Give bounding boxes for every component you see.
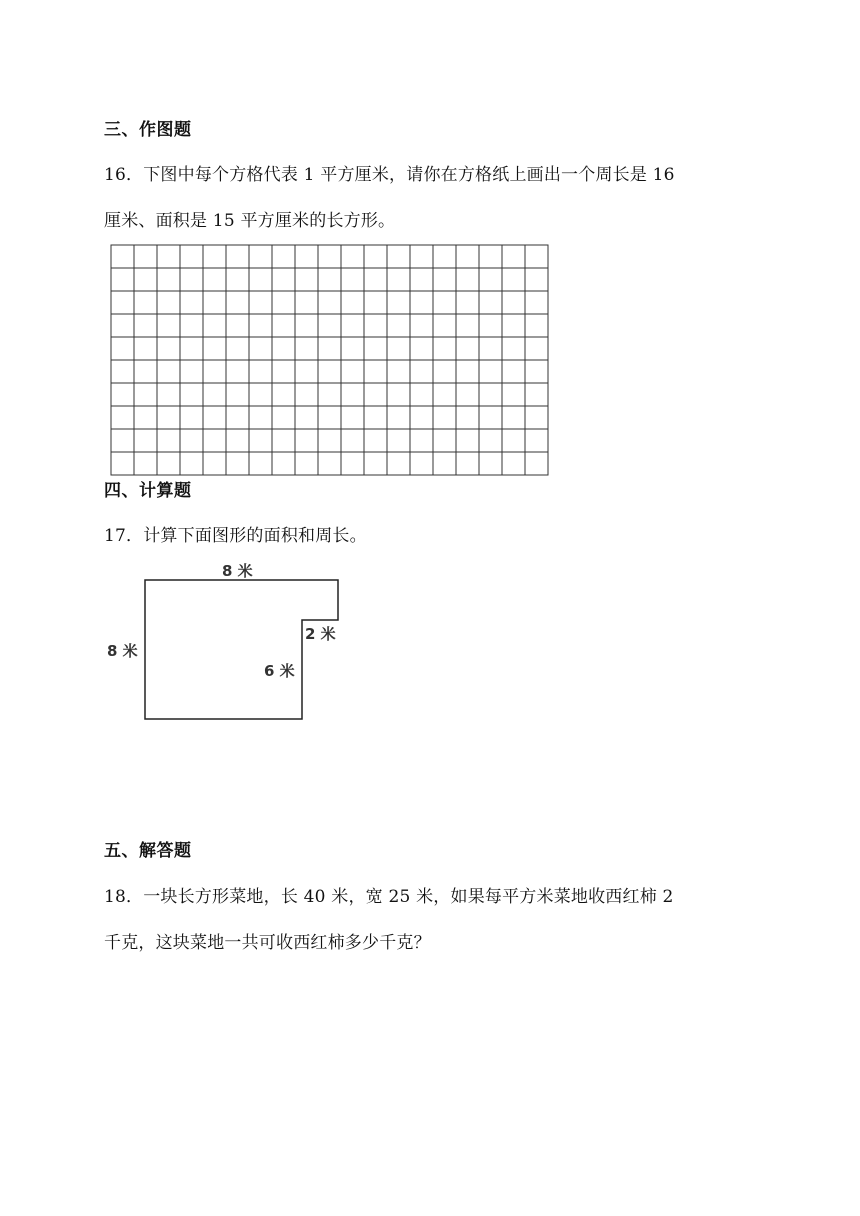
grid-cell[interactable] bbox=[341, 291, 364, 314]
grid-cell[interactable] bbox=[134, 429, 157, 452]
grid-cell[interactable] bbox=[479, 337, 502, 360]
grid-cell[interactable] bbox=[525, 337, 548, 360]
grid-cell[interactable] bbox=[272, 452, 295, 475]
grid-cell[interactable] bbox=[226, 245, 249, 268]
grid-cell[interactable] bbox=[203, 245, 226, 268]
grid-cell[interactable] bbox=[502, 314, 525, 337]
grid-cell[interactable] bbox=[364, 429, 387, 452]
grid-cell[interactable] bbox=[134, 314, 157, 337]
grid-cell[interactable] bbox=[111, 268, 134, 291]
grid-cell[interactable] bbox=[410, 245, 433, 268]
grid-cell[interactable] bbox=[295, 291, 318, 314]
grid-cell[interactable] bbox=[272, 406, 295, 429]
question-16-line-1: 16．下图中每个方格代表 1 平方厘米，请你在方格纸上画出一个周长是 16 bbox=[104, 165, 675, 185]
grid-cell[interactable] bbox=[180, 245, 203, 268]
grid-cell[interactable] bbox=[295, 406, 318, 429]
grid-cell[interactable] bbox=[157, 383, 180, 406]
grid-cell[interactable] bbox=[111, 360, 134, 383]
grid-cell[interactable] bbox=[180, 291, 203, 314]
grid-cell[interactable] bbox=[134, 245, 157, 268]
grid-cell[interactable] bbox=[249, 337, 272, 360]
grid-cell[interactable] bbox=[272, 383, 295, 406]
grid-cell[interactable] bbox=[272, 429, 295, 452]
grid-cell[interactable] bbox=[249, 360, 272, 383]
grid-cell[interactable] bbox=[157, 360, 180, 383]
grid-cell[interactable] bbox=[364, 337, 387, 360]
l-shape-svg bbox=[100, 558, 360, 728]
grid-cell[interactable] bbox=[180, 268, 203, 291]
grid-cell[interactable] bbox=[318, 452, 341, 475]
grid-cell[interactable] bbox=[525, 314, 548, 337]
grid-cell[interactable] bbox=[456, 314, 479, 337]
grid-cell[interactable] bbox=[479, 452, 502, 475]
grid-cell[interactable] bbox=[364, 452, 387, 475]
grid-cell[interactable] bbox=[226, 337, 249, 360]
grid-cell[interactable] bbox=[226, 291, 249, 314]
grid-cell[interactable] bbox=[203, 337, 226, 360]
grid-cell[interactable] bbox=[318, 291, 341, 314]
grid-cell[interactable] bbox=[341, 245, 364, 268]
grid-cell[interactable] bbox=[134, 360, 157, 383]
grid-cell[interactable] bbox=[134, 268, 157, 291]
grid-cell[interactable] bbox=[295, 314, 318, 337]
section-heading-drawing: 三、作图题 bbox=[104, 120, 192, 140]
grid-cell[interactable] bbox=[134, 383, 157, 406]
grid-cell[interactable] bbox=[410, 383, 433, 406]
grid-cell[interactable] bbox=[456, 268, 479, 291]
grid-cell[interactable] bbox=[341, 429, 364, 452]
grid-cell[interactable] bbox=[318, 360, 341, 383]
section-heading-answer: 五、解答题 bbox=[104, 841, 192, 861]
label-top-length: 8 米 bbox=[222, 562, 253, 580]
grid-cell[interactable] bbox=[318, 268, 341, 291]
grid-cell[interactable] bbox=[111, 406, 134, 429]
grid-cell[interactable] bbox=[111, 383, 134, 406]
grid-cell[interactable] bbox=[341, 383, 364, 406]
grid-cell[interactable] bbox=[249, 314, 272, 337]
grid-cell[interactable] bbox=[295, 245, 318, 268]
grid-cell[interactable] bbox=[111, 291, 134, 314]
grid-cell[interactable] bbox=[525, 245, 548, 268]
grid-cell[interactable] bbox=[341, 452, 364, 475]
grid-cell[interactable] bbox=[249, 383, 272, 406]
grid-cell[interactable] bbox=[295, 268, 318, 291]
grid-cell[interactable] bbox=[502, 429, 525, 452]
grid-cell[interactable] bbox=[525, 291, 548, 314]
grid-cell[interactable] bbox=[134, 291, 157, 314]
grid-cell[interactable] bbox=[203, 291, 226, 314]
grid-cell[interactable] bbox=[364, 314, 387, 337]
grid-cell[interactable] bbox=[203, 360, 226, 383]
grid-cell[interactable] bbox=[502, 383, 525, 406]
l-shape-outline bbox=[145, 580, 338, 719]
grid-cell[interactable] bbox=[318, 406, 341, 429]
grid-cell[interactable] bbox=[272, 360, 295, 383]
grid-cell[interactable] bbox=[479, 291, 502, 314]
grid-cell[interactable] bbox=[433, 245, 456, 268]
grid-cell[interactable] bbox=[433, 337, 456, 360]
grid-cell[interactable] bbox=[272, 245, 295, 268]
grid-cell[interactable] bbox=[249, 291, 272, 314]
grid-cell[interactable] bbox=[111, 429, 134, 452]
grid-cell[interactable] bbox=[249, 268, 272, 291]
grid-cell[interactable] bbox=[387, 291, 410, 314]
grid-cell[interactable] bbox=[456, 291, 479, 314]
label-notch-length: 2 米 bbox=[305, 625, 336, 643]
grid-cell[interactable] bbox=[180, 429, 203, 452]
grid-cell[interactable] bbox=[502, 452, 525, 475]
grid-cell[interactable] bbox=[525, 406, 548, 429]
grid-cell[interactable] bbox=[410, 337, 433, 360]
question-18-line-1: 18．一块长方形菜地，长 40 米，宽 25 米，如果每平方米菜地收西红柿 2 bbox=[104, 887, 674, 907]
grid-cell[interactable] bbox=[249, 245, 272, 268]
grid-cell[interactable] bbox=[180, 314, 203, 337]
grid-cell[interactable] bbox=[433, 406, 456, 429]
grid-cell[interactable] bbox=[318, 429, 341, 452]
grid-cell[interactable] bbox=[387, 337, 410, 360]
grid-cell[interactable] bbox=[272, 268, 295, 291]
grid-cell[interactable] bbox=[272, 314, 295, 337]
grid-cell[interactable] bbox=[295, 360, 318, 383]
grid-cell[interactable] bbox=[295, 429, 318, 452]
grid-cell[interactable] bbox=[387, 429, 410, 452]
grid-cell[interactable] bbox=[226, 268, 249, 291]
grid-cell[interactable] bbox=[387, 383, 410, 406]
grid-cell[interactable] bbox=[341, 314, 364, 337]
grid-cell[interactable] bbox=[249, 406, 272, 429]
grid-cell[interactable] bbox=[134, 406, 157, 429]
grid-cell[interactable] bbox=[525, 429, 548, 452]
grid-cell[interactable] bbox=[203, 429, 226, 452]
grid-cell[interactable] bbox=[456, 429, 479, 452]
grid-cell[interactable] bbox=[226, 360, 249, 383]
grid-cell[interactable] bbox=[387, 360, 410, 383]
grid-cell[interactable] bbox=[410, 360, 433, 383]
grid-cell[interactable] bbox=[433, 314, 456, 337]
grid-cell[interactable] bbox=[249, 429, 272, 452]
grid-cell[interactable] bbox=[502, 360, 525, 383]
grid-cell[interactable] bbox=[318, 314, 341, 337]
grid-cell[interactable] bbox=[502, 406, 525, 429]
label-inner-length: 6 米 bbox=[264, 662, 295, 680]
grid-cell[interactable] bbox=[433, 360, 456, 383]
grid-cell[interactable] bbox=[203, 314, 226, 337]
grid-cell[interactable] bbox=[364, 360, 387, 383]
grid-cell[interactable] bbox=[456, 406, 479, 429]
grid-cell[interactable] bbox=[203, 268, 226, 291]
grid-cell[interactable] bbox=[433, 452, 456, 475]
grid-cell[interactable] bbox=[387, 245, 410, 268]
grid-cell[interactable] bbox=[226, 429, 249, 452]
grid-cell[interactable] bbox=[410, 314, 433, 337]
grid-cell[interactable] bbox=[249, 452, 272, 475]
grid-cell[interactable] bbox=[364, 291, 387, 314]
grid-cell[interactable] bbox=[134, 452, 157, 475]
grid-cell[interactable] bbox=[364, 268, 387, 291]
label-left-length: 8 米 bbox=[107, 642, 138, 660]
question-16-line-2: 厘米、面积是 15 平方厘米的长方形。 bbox=[104, 211, 396, 231]
grid-cell[interactable] bbox=[341, 268, 364, 291]
grid-cell[interactable] bbox=[525, 383, 548, 406]
grid-cell[interactable] bbox=[226, 406, 249, 429]
grid-cell[interactable] bbox=[272, 291, 295, 314]
grid-cell[interactable] bbox=[203, 383, 226, 406]
grid-cell[interactable] bbox=[479, 268, 502, 291]
grid-cell[interactable] bbox=[525, 268, 548, 291]
grid-cell[interactable] bbox=[502, 268, 525, 291]
grid-cell[interactable] bbox=[157, 268, 180, 291]
grid-cell[interactable] bbox=[157, 314, 180, 337]
grid-cell[interactable] bbox=[479, 406, 502, 429]
grid-cell[interactable] bbox=[387, 268, 410, 291]
grid-cell[interactable] bbox=[157, 429, 180, 452]
grid-cell[interactable] bbox=[203, 406, 226, 429]
grid-cell[interactable] bbox=[341, 406, 364, 429]
square-grid-paper[interactable] bbox=[110, 244, 549, 480]
grid-cell[interactable] bbox=[456, 452, 479, 475]
grid-cell[interactable] bbox=[502, 291, 525, 314]
grid-cell[interactable] bbox=[157, 452, 180, 475]
grid-cell[interactable] bbox=[410, 291, 433, 314]
question-18-line-2: 千克，这块菜地一共可收西红柿多少千克？ bbox=[104, 933, 431, 953]
grid-cell[interactable] bbox=[318, 245, 341, 268]
grid-cell[interactable] bbox=[111, 452, 134, 475]
grid-cell[interactable] bbox=[226, 452, 249, 475]
grid-cell[interactable] bbox=[157, 337, 180, 360]
grid-cell[interactable] bbox=[180, 337, 203, 360]
grid-cell[interactable] bbox=[111, 337, 134, 360]
grid-cell[interactable] bbox=[226, 314, 249, 337]
grid-cell[interactable] bbox=[272, 337, 295, 360]
grid-cell[interactable] bbox=[479, 360, 502, 383]
grid-cell[interactable] bbox=[456, 337, 479, 360]
grid-cell[interactable] bbox=[479, 383, 502, 406]
grid-cell[interactable] bbox=[111, 314, 134, 337]
grid-cell[interactable] bbox=[180, 360, 203, 383]
grid-cell[interactable] bbox=[180, 383, 203, 406]
l-shape-figure bbox=[100, 558, 360, 732]
grid-cell[interactable] bbox=[502, 245, 525, 268]
grid-cell[interactable] bbox=[318, 337, 341, 360]
grid-cell[interactable] bbox=[180, 452, 203, 475]
grid-cell[interactable] bbox=[364, 383, 387, 406]
grid-cell[interactable] bbox=[479, 314, 502, 337]
grid-cell[interactable] bbox=[525, 360, 548, 383]
grid-cell[interactable] bbox=[341, 360, 364, 383]
grid-cell[interactable] bbox=[456, 383, 479, 406]
grid-cell[interactable] bbox=[364, 406, 387, 429]
section-heading-calculation: 四、计算题 bbox=[104, 481, 192, 501]
grid-cell[interactable] bbox=[410, 268, 433, 291]
grid-cell[interactable] bbox=[226, 383, 249, 406]
grid-cell[interactable] bbox=[410, 406, 433, 429]
grid-cell[interactable] bbox=[295, 337, 318, 360]
grid-cell[interactable] bbox=[410, 452, 433, 475]
grid-cell[interactable] bbox=[433, 383, 456, 406]
grid-cell[interactable] bbox=[134, 337, 157, 360]
grid-cell[interactable] bbox=[387, 314, 410, 337]
grid-svg[interactable] bbox=[110, 244, 549, 476]
grid-cell[interactable] bbox=[479, 429, 502, 452]
grid-cell[interactable] bbox=[295, 383, 318, 406]
grid-cell[interactable] bbox=[433, 268, 456, 291]
grid-cell[interactable] bbox=[180, 406, 203, 429]
grid-cell[interactable] bbox=[410, 429, 433, 452]
grid-cell[interactable] bbox=[341, 337, 364, 360]
grid-cell[interactable] bbox=[479, 245, 502, 268]
grid-cell[interactable] bbox=[387, 406, 410, 429]
grid-cell[interactable] bbox=[525, 452, 548, 475]
question-17-line-1: 17．计算下面图形的面积和周长。 bbox=[104, 526, 367, 546]
grid-cell[interactable] bbox=[433, 291, 456, 314]
grid-cell[interactable] bbox=[456, 245, 479, 268]
grid-cell[interactable] bbox=[456, 360, 479, 383]
grid-cell[interactable] bbox=[203, 452, 226, 475]
grid-cell[interactable] bbox=[295, 452, 318, 475]
grid-cell[interactable] bbox=[364, 245, 387, 268]
grid-cell[interactable] bbox=[433, 429, 456, 452]
grid-cell[interactable] bbox=[157, 245, 180, 268]
grid-cell[interactable] bbox=[157, 291, 180, 314]
grid-cell[interactable] bbox=[111, 245, 134, 268]
grid-cell[interactable] bbox=[502, 337, 525, 360]
grid-cell[interactable] bbox=[157, 406, 180, 429]
grid-cell[interactable] bbox=[318, 383, 341, 406]
grid-cell[interactable] bbox=[387, 452, 410, 475]
